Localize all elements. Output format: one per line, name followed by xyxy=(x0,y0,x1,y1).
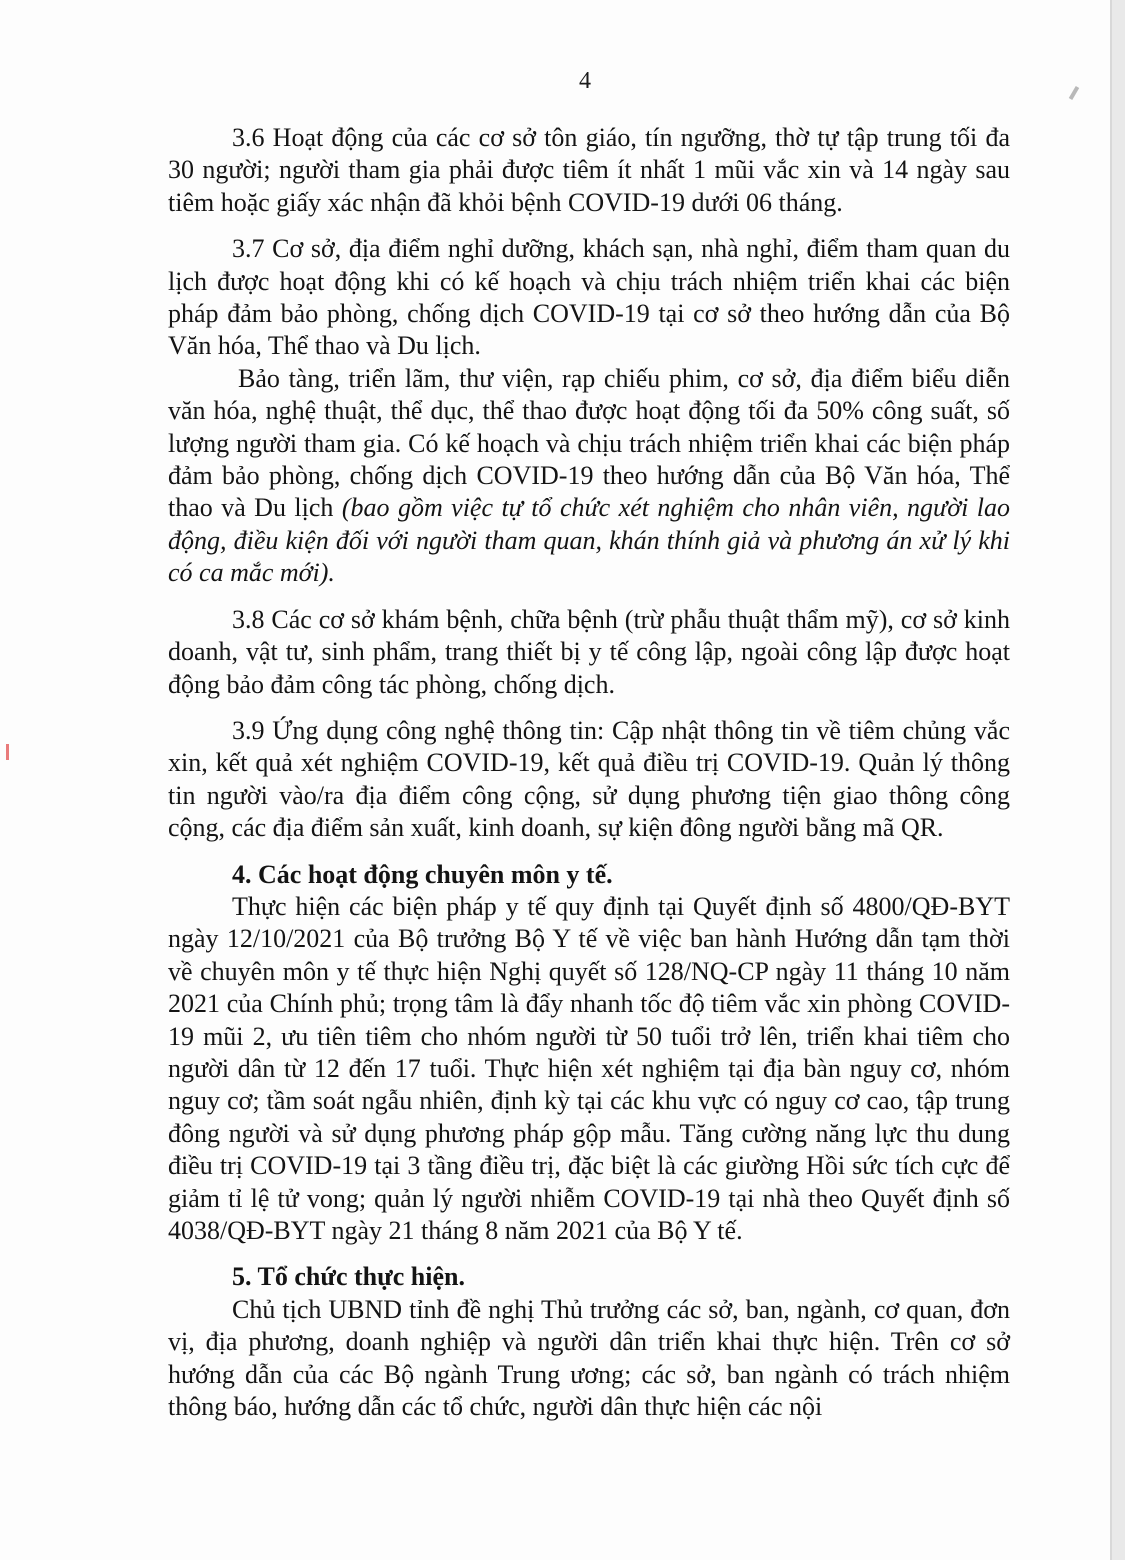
paragraph-museums xyxy=(168,363,1010,590)
heading-section-5: 5. Tổ chức thực hiện. xyxy=(232,1262,465,1292)
page-number: 4 xyxy=(579,68,591,94)
paragraph-museums-text: Bảo tàng, triển lãm, thư viện, rạp chiếu phim, cơ sở, địa điểm biểu diễn văn hóa, nghệ thuật, thể dục, thể thao được hoạt động tối đa 50% công suất, số lượng người tham gia. Có kế hoạch và chịu trách nhiệm triển khai các biện pháp đảm bảo phòng, chống dịch COVID-19 theo hướng dẫn của Bộ Văn hóa, Thể thao và Du lịch xyxy=(168,363,1010,523)
document-body xyxy=(168,122,1010,1423)
paragraph-3-6: 3.6 Hoạt động của các cơ sở tôn giáo, tín ngưỡng, thờ tự tập trung tối đa 30 người; người tham gia phải được tiêm ít nhất 1 mũi vắc xin và 14 ngày sau tiêm hoặc giấy xác nhận đã khỏi bệnh COVID-19 dưới 06 tháng. xyxy=(168,123,1010,217)
paragraph-section-4: Thực hiện các biện pháp y tế quy định tại Quyết định số 4800/QĐ-BYT ngày 12/10/2021 của Bộ trưởng Bộ Y tế về việc ban hành Hướng dẫn tạm thời về chuyên môn y tế thực hiện Nghị quyết số 128/NQ-CP ngày 11 tháng 10 năm 2021 của Chính phủ; trọng tâm là đẩy nhanh tốc độ tiêm vắc xin phòng COVID-19 mũi 2, ưu tiên tiêm cho nhóm người từ 50 tuổi trở lên, triển khai tiêm cho người dân từ 12 đến 17 tuổi. Thực hiện xét nghiệm tại địa bàn nguy cơ, nhóm nguy cơ; tầm soát ngẫu nhiên, định kỳ tại các khu vực có nguy cơ cao, tập trung đông người và sử dụng phương pháp gộp mẫu. Tăng cường năng lực thu dung điều trị COVID-19 tại 3 tầng điều trị, đặc biệt là các giường Hồi sức tích cực để giảm tỉ lệ tử vong; quản lý người nhiễm COVID-19 tại nhà theo Quyết định số 4038/QĐ-BYT ngày 21 tháng 8 năm 2021 của Bộ Y tế. xyxy=(168,891,1010,1245)
paragraph-3-9: 3.9 Ứng dụng công nghệ thông tin: Cập nhật thông tin về tiêm chủng vắc xin, kết quả xét nghiệm COVID-19, kết quả điều trị COVID-19. Quản lý thông tin người vào/ra địa điểm công cộng, sử dụng phương tiện giao thông công cộng, các địa điểm sản xuất, kinh doanh, sự kiện đông người bằng mã QR. xyxy=(168,715,1010,843)
heading-section-4: 4. Các hoạt động chuyên môn y tế. xyxy=(232,859,613,889)
paragraph-museums-italic: (bao gồm việc tự tổ chức xét nghiệm cho nhân viên, người lao động, điều kiện đối với người tham quan, khán thính giả và phương án xử lý khi có ca mắc mới). xyxy=(168,493,1010,588)
margin-mark xyxy=(6,744,9,760)
paragraph-3-8: 3.8 Các cơ sở khám bệnh, chữa bệnh (trừ phẫu thuật thẩm mỹ), cơ sở kinh doanh, vật tư, sinh phẩm, trang thiết bị y tế công lập, ngoài công lập được hoạt động bảo đảm công tác phòng, chống dịch. xyxy=(168,604,1010,699)
paragraph-3-7: 3.7 Cơ sở, địa điểm nghỉ dưỡng, khách sạn, nhà nghỉ, điểm tham quan du lịch được hoạt động khi có kế hoạch và chịu trách nhiệm triển khai các biện pháp đảm bảo phòng, chống dịch COVID-19 tại cơ sở theo hướng dẫn của Bộ Văn hóa, Thể thao và Du lịch. xyxy=(168,234,1010,361)
paragraph-section-5: Chủ tịch UBND tỉnh đề nghị Thủ trưởng các sở, ban, ngành, cơ quan, đơn vị, địa phương, doanh nghiệp và người dân triển khai thực hiện. Trên cơ sở hướng dẫn của các Bộ ngành Trung ương; các sở, ban ngành có trách nhiệm thông báo, hướng dẫn các tổ chức, người dân thực hiện các nội xyxy=(168,1294,1010,1422)
